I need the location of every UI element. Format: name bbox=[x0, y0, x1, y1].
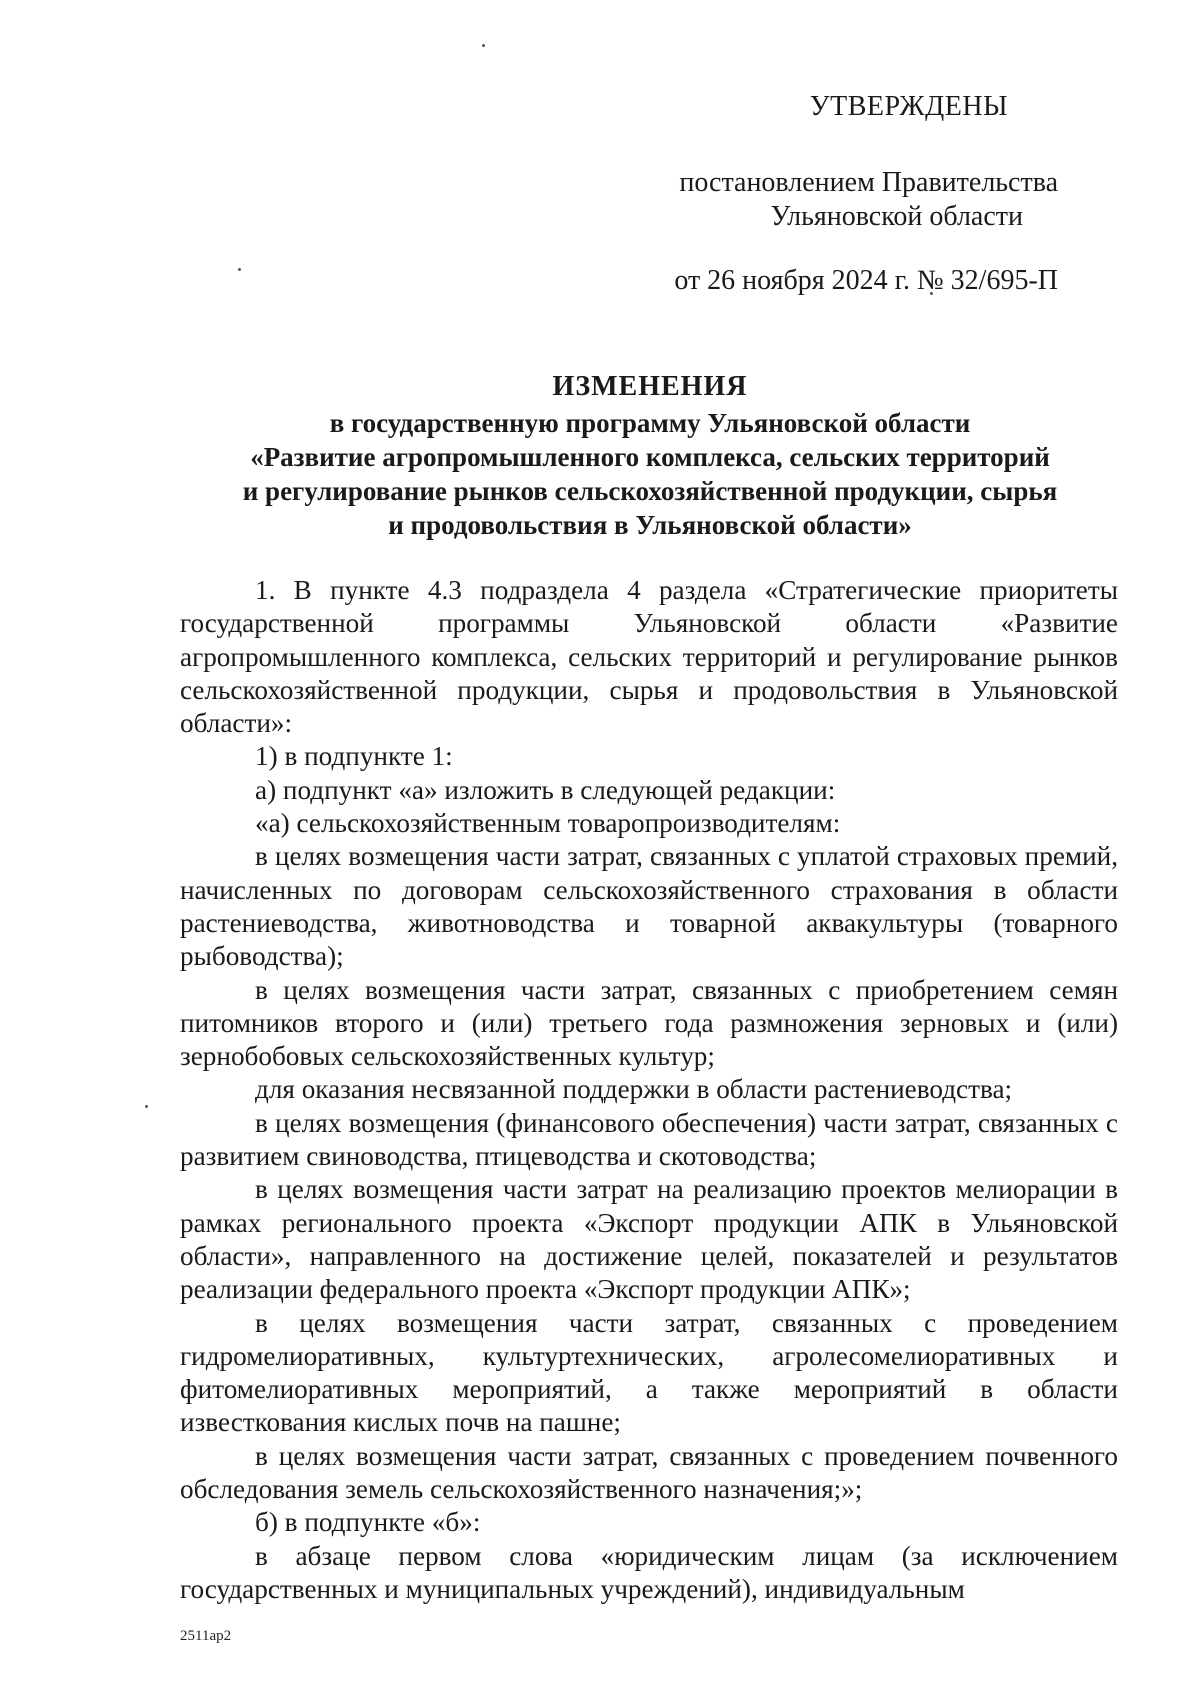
body-paragraph: 1) в подпункте 1: bbox=[255, 741, 453, 772]
body-paragraph: для оказания несвязанной поддержки в области растениеводства; bbox=[255, 1074, 1013, 1105]
footer-document-code: 2511ap2 bbox=[180, 1628, 232, 1644]
document-title: ИЗМЕНЕНИЯ bbox=[552, 371, 748, 402]
approval-title: УТВЕРЖДЕНЫ bbox=[809, 91, 1008, 122]
body-paragraph: в целях возмещения (финансового обеспечения) части затрат, связанных с развитием свиноводства, птицеводства и скотоводства; bbox=[180, 1107, 1118, 1172]
body-paragraph: б) в подпункте «б»: bbox=[255, 1507, 481, 1538]
body-paragraph: «а) сельскохозяйственным товаропроизводителям: bbox=[255, 808, 841, 839]
body-paragraph: в абзаце первом слова «юридическим лицам (за исключением государственных и муниципальных учреждений), индивидуальным bbox=[180, 1540, 1118, 1604]
scan-speck bbox=[238, 268, 241, 271]
scan-speck bbox=[482, 44, 485, 47]
document-heading bbox=[180, 370, 1120, 542]
approval-decree-date: от 26 ноября 2024 г. № 32/695-П bbox=[674, 265, 1058, 296]
document-body bbox=[180, 574, 1118, 1606]
body-paragraph: а) подпункт «а» изложить в следующей редакции: bbox=[255, 774, 836, 805]
approval-decree-region: Ульяновской области bbox=[770, 201, 1023, 232]
approval-decree-line: постановлением Правительства bbox=[679, 167, 1058, 198]
scan-speck bbox=[145, 1105, 148, 1108]
heading-line: и продовольствия в Ульяновской области» bbox=[388, 510, 912, 540]
heading-line: и регулирование рынков сельскохозяйственной продукции, сырья bbox=[242, 476, 1058, 506]
body-paragraph: 1. В пункте 4.3 подраздела 4 раздела «Стратегические приоритеты государственной программы Ульяновской области «Развитие агропромышленного комплекса, сельских территорий и регулирование рынков сельскохозяйственной продукции, сырья и продовольствия в Ульяновской области»: bbox=[180, 575, 1118, 739]
body-paragraph: в целях возмещения части затрат, связанных с уплатой страховых премий, начисленных по договорам сельскохозяйственного страхования в области растениеводства, животноводства и товарной аквакультуры (товарного рыбоводства); bbox=[180, 841, 1118, 972]
body-paragraph: в целях возмещения части затрат, связанных с проведением гидромелиоративных, культуртехнических, агролесомелиоративных и фитомелиоративных мероприятий, а также мероприятий в области известкования кислых почв на пашне; bbox=[180, 1307, 1118, 1438]
approval-block bbox=[638, 90, 1058, 298]
body-paragraph: в целях возмещения части затрат на реализацию проектов мелиорации в рамках регионального проекта «Экспорт продукции АПК в Ульяновской области», направленного на достижение целей, показателей и результатов реализации федерального проекта «Экспорт продукции АПК»; bbox=[180, 1174, 1118, 1305]
body-paragraph: в целях возмещения части затрат, связанных с приобретением семян питомников второго и (или) третьего года размножения зерновых и (или) зернобобовых сельскохозяйственных культур; bbox=[180, 974, 1118, 1072]
heading-line: «Развитие агропромышленного комплекса, сельских территорий bbox=[250, 442, 1050, 472]
heading-line: в государственную программу Ульяновской области bbox=[329, 408, 971, 438]
body-paragraph: в целях возмещения части затрат, связанных с проведением почвенного обследования земель сельскохозяйственного назначения;»; bbox=[180, 1440, 1118, 1505]
